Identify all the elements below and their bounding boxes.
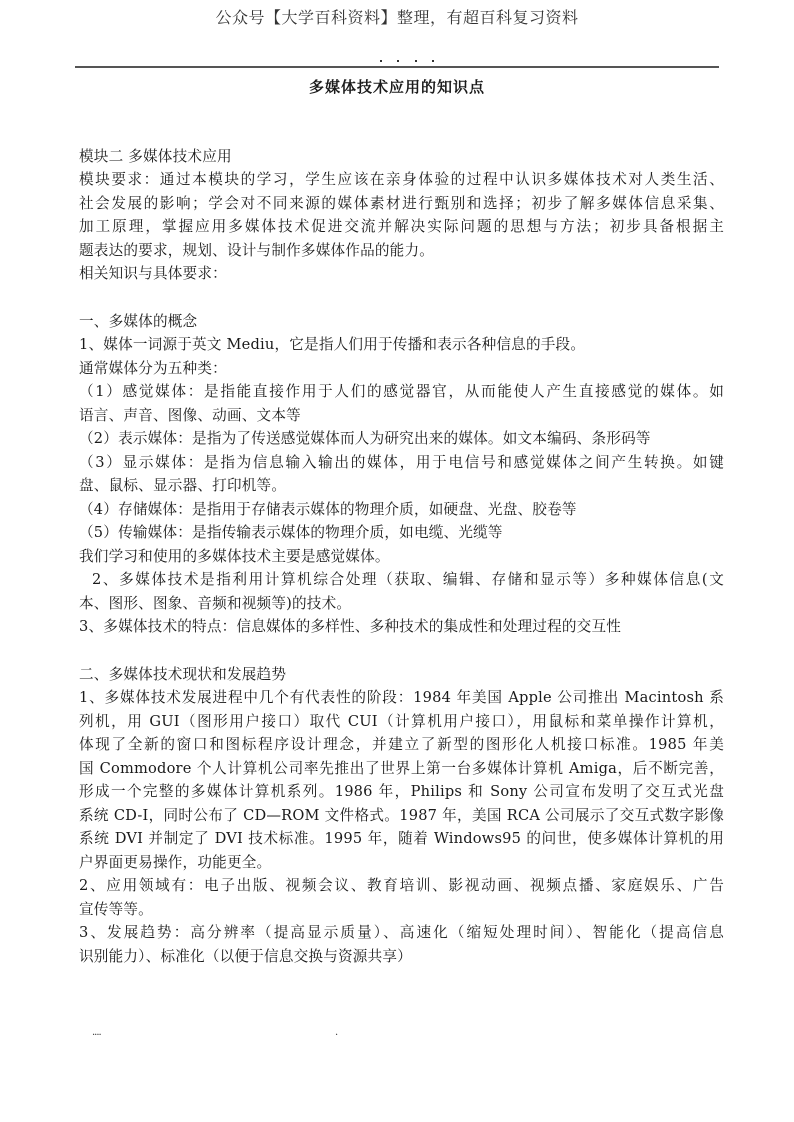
footer-left-dots: .... xyxy=(92,1027,101,1038)
text-line: 宣传等等。 xyxy=(79,901,153,918)
text-line: 系统 CD-I，同时公布了 CD—ROM 文件格式。1987 年，美国 RCA 公司展示了交互式数字影像 xyxy=(79,807,724,824)
text-line: 我们学习和使用的多媒体技术主要是感觉媒体。 xyxy=(79,548,390,565)
text-line: 形成一个完整的多媒体计算机系列。1986 年，Philips 和 Sony 公司宣布发明了交互式光盘 xyxy=(79,783,724,800)
text-line: （4）存储媒体：是指用于存储表示媒体的物理介质，如硬盘、光盘、胶卷等 xyxy=(79,501,577,518)
text-line: （2）表示媒体：是指为了传送感觉媒体而人为研究出来的媒体。如文本编码、条形码等 xyxy=(79,430,651,447)
text-line: 语言、声音、图像、动画、文本等 xyxy=(79,407,301,424)
text-line: （3）显示媒体：是指为信息输入输出的媒体，用于电信号和感觉媒体之间产生转换。如键 xyxy=(79,454,724,471)
text-line: （5）传输媒体：是指传输表示媒体的物理介质，如电缆、光缆等 xyxy=(79,524,503,541)
text-line: 模块二 多媒体技术应用 xyxy=(79,148,232,165)
text-line: 1、多媒体技术发展进程中几个有代表性的阶段：1984 年美国 Apple 公司推出 Macintosh 系 xyxy=(79,689,724,706)
text-line: 系统 DVI 并制定了 DVI 技术标准。1995 年，随着 Windows95 的问世，使多媒体计算机的用 xyxy=(79,830,724,847)
text-line: 一、多媒体的概念 xyxy=(79,313,198,330)
header-divider xyxy=(75,66,719,68)
text-line: 盘、鼠标、显示器、打印机等。 xyxy=(79,477,287,494)
text-line: 3、多媒体技术的特点：信息媒体的多样性、多种技术的集成性和处理过程的交互性 xyxy=(79,618,622,635)
text-line: 题表达的要求，规划、设计与制作多媒体作品的能力。 xyxy=(79,242,435,259)
text-line: 本、图形、图象、音频和视频等)的技术。 xyxy=(79,595,352,612)
text-line: 2、应用领域有：电子出版、视频会议、教育培训、影视动画、视频点播、家庭娱乐、广告 xyxy=(79,877,724,894)
document-title: 多媒体技术应用的知识点 xyxy=(308,78,485,96)
text-line: 通常媒体分为五种类： xyxy=(79,360,227,377)
text-line: 二、多媒体技术现状和发展趋势 xyxy=(79,666,287,683)
text-line: 3、发展趋势：高分辨率（提高显示质量）、高速化（缩短处理时间）、智能化（提高信息 xyxy=(79,924,724,941)
text-line: 2、多媒体技术是指利用计算机综合处理（获取、编辑、存储和显示等）多种媒体信息(文 xyxy=(92,571,724,588)
text-line: 列机，用 GUI（图形用户接口）取代 CUI（计算机用户接口），用鼠标和菜单操作计算机， xyxy=(79,713,724,730)
watermark-header: 公众号【大学百科资料】整理，有超百科复习资料 xyxy=(215,8,579,27)
text-line: 相关知识与具体要求： xyxy=(79,265,227,282)
text-line: 识别能力）、标准化（以便于信息交换与资源共享） xyxy=(79,948,412,965)
text-line: 体现了全新的窗口和图标程序设计理念，并建立了新型的图形化人机接口标准。1985 年美 xyxy=(79,736,724,753)
footer-center-dot: . xyxy=(335,1027,339,1038)
text-line: 加工原理，掌握应用多媒体技术促进交流并解决实际问题的思想与方法；初步具备根据主 xyxy=(79,218,724,235)
text-line: 国 Commodore 个人计算机公司率先推出了世界上第一台多媒体计算机 Amiga，后不断完善， xyxy=(79,760,724,777)
text-line: 模块要求：通过本模块的学习，学生应该在亲身体验的过程中认识多媒体技术对人类生活、 xyxy=(79,171,724,188)
text-line: 户界面更易操作，功能更全。 xyxy=(79,854,272,871)
text-line: 1、媒体一词源于英文 Mediu，它是指人们用于传播和表示各种信息的手段。 xyxy=(79,336,586,353)
text-line: （1）感觉媒体：是指能直接作用于人们的感觉器官，从而能使人产生直接感觉的媒体。如 xyxy=(79,383,724,400)
text-line: 社会发展的影响；学会对不同来源的媒体素材进行甄别和选择；初步了解多媒体信息采集、 xyxy=(79,195,724,212)
